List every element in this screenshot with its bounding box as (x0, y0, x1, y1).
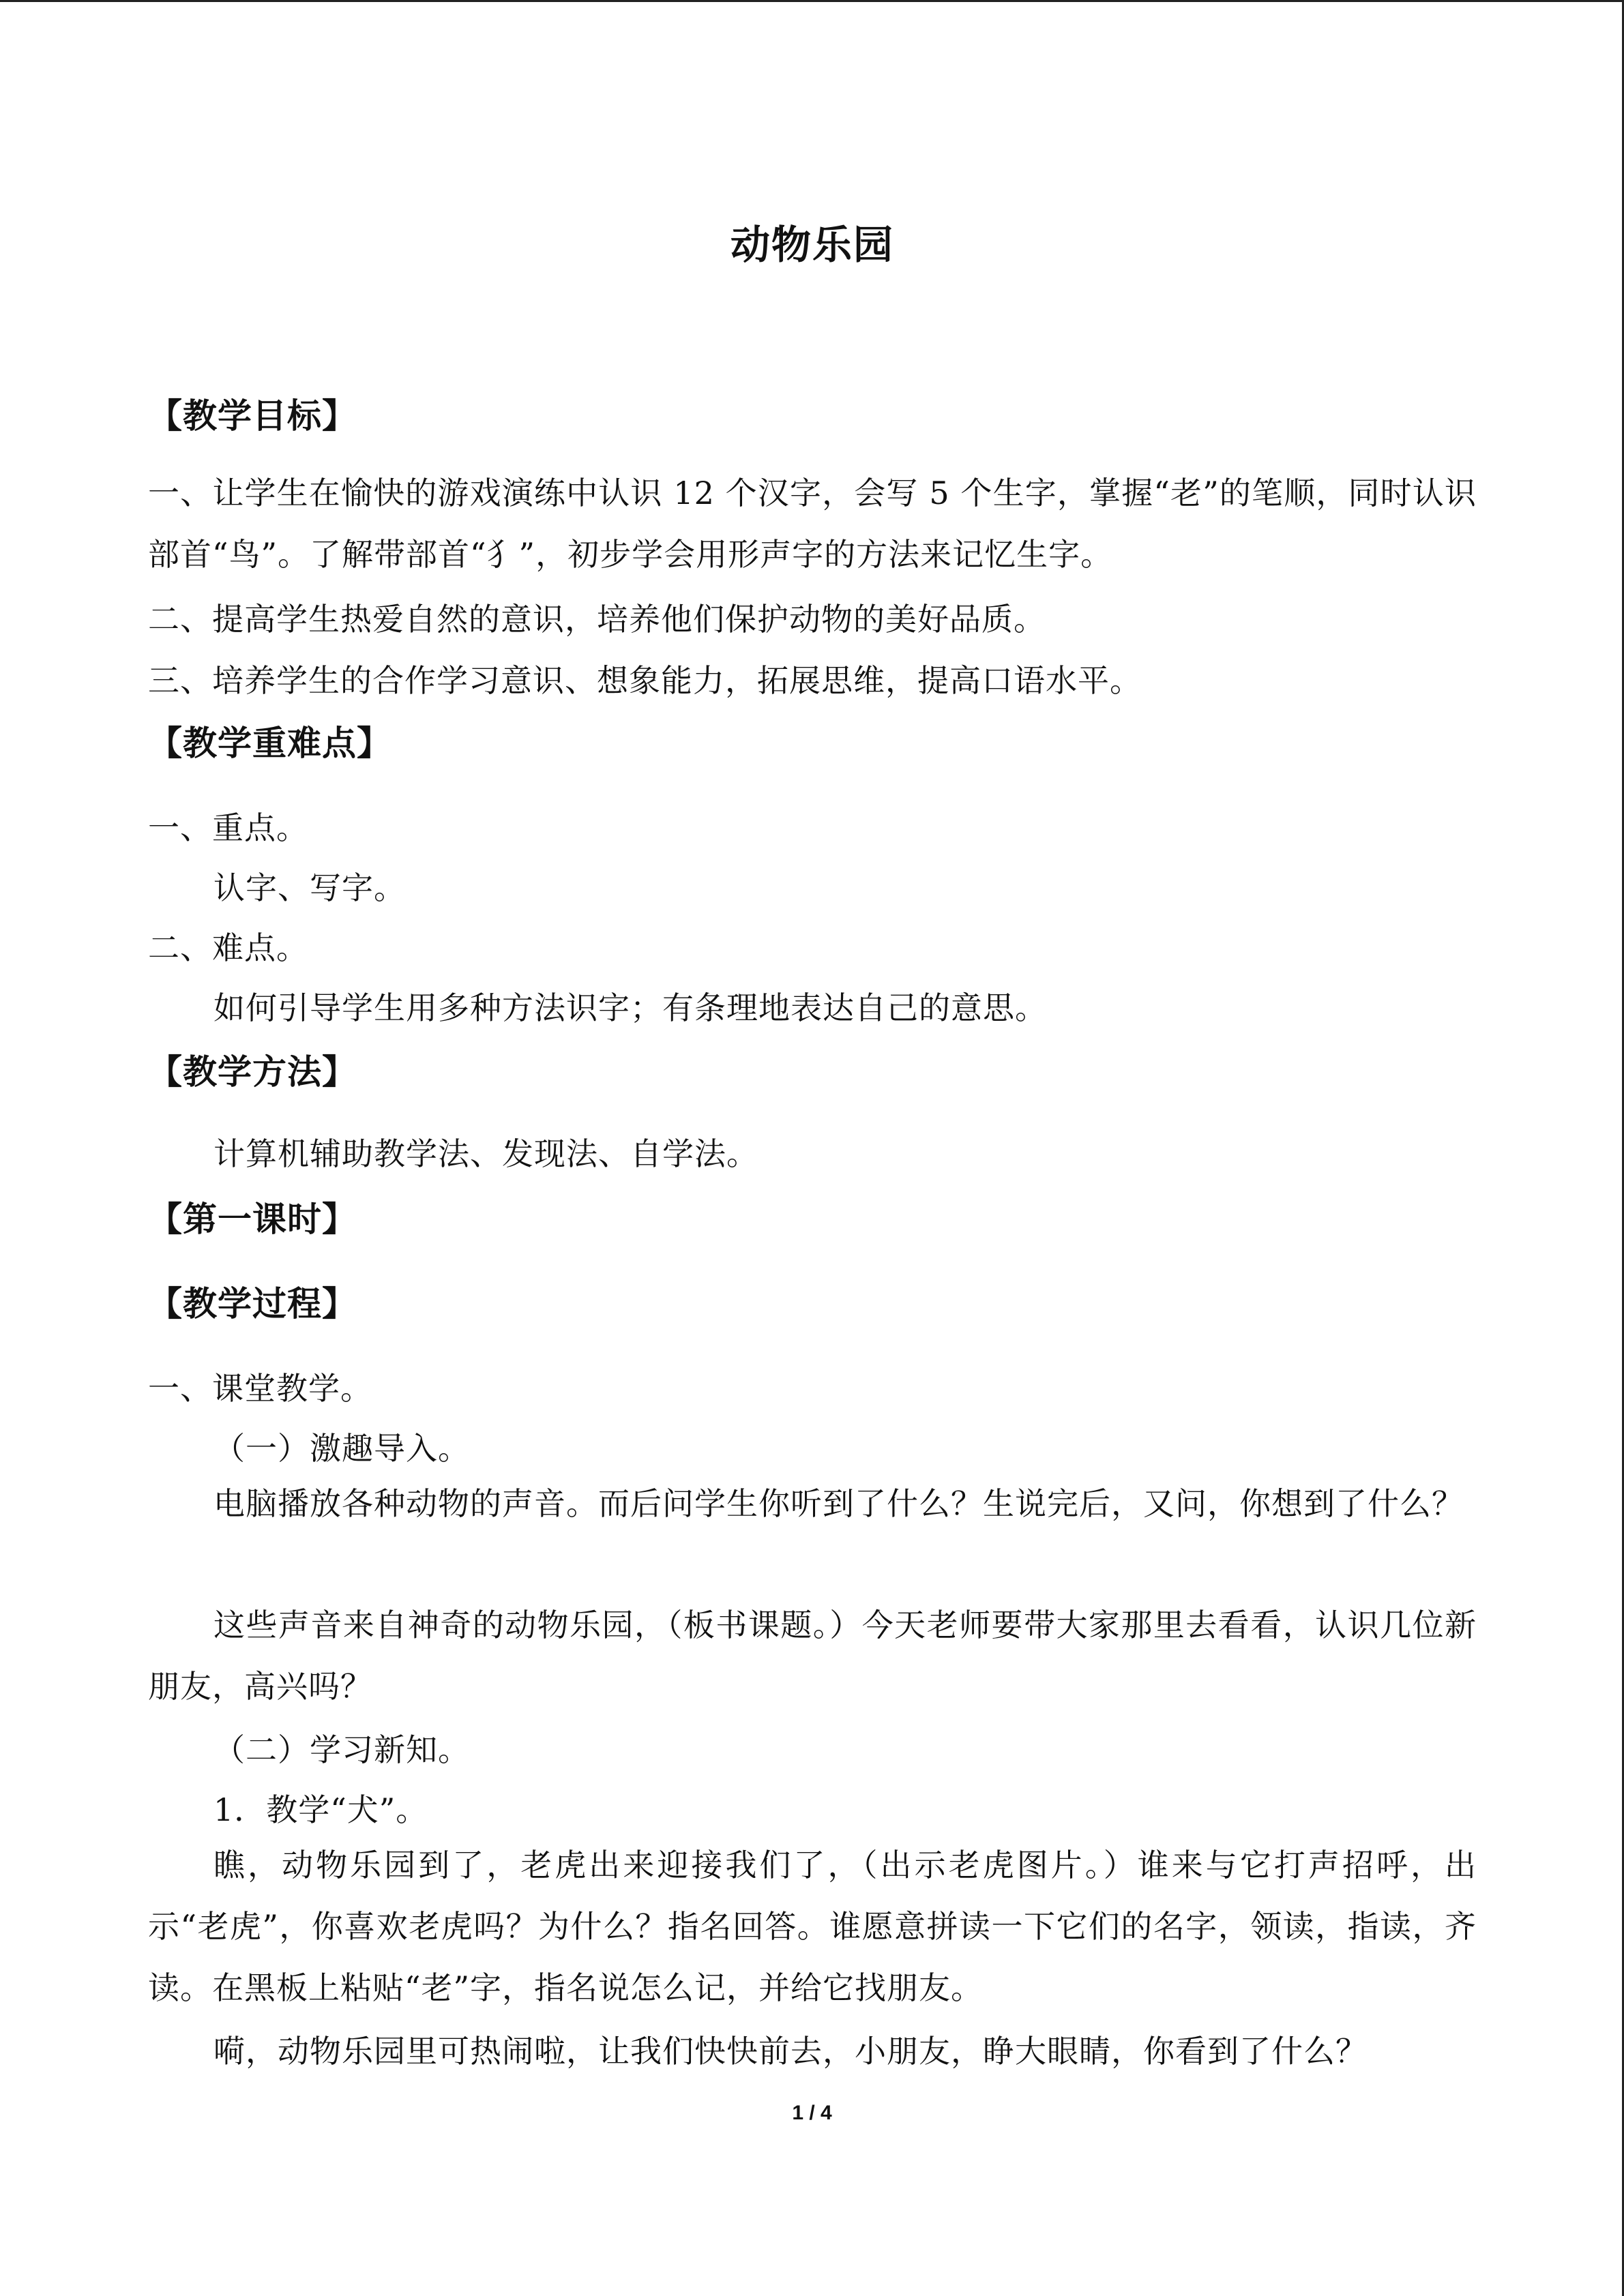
document-title: 动物乐园 (730, 222, 894, 268)
focus-label: 一、重点。 (148, 809, 308, 846)
process-paragraph-2: 这些声音来自神奇的动物乐园，（板书课题。）今天老师要带大家那里去看看，认识几位新朋友，高兴吗？ (148, 1607, 1477, 1705)
goal-item-2: 二、提高学生热爱自然的意识，培养他们保护动物的美好品质。 (148, 601, 1046, 638)
process-paragraph-3: 瞧，动物乐园到了，老虎出来迎接我们了，（出示老虎图片。）谁来与它打声招呼，出示“老虎”，你喜欢老虎吗？为什么？指名回答。谁愿意拼读一下它们的名字，领读，指读，齐读。在黑板上粘贴“老”字，指名说怎么记，并给它找朋友。 (148, 1847, 1477, 2006)
process-sub-2: （二）学习新知。 (213, 1731, 470, 1768)
heading-key-points: 【教学重难点】 (148, 724, 392, 763)
heading-process: 【教学过程】 (148, 1284, 357, 1324)
goal-item-1: 一、让学生在愉快的游戏演练中认识 12 个汉字，会写 5 个生字，掌握“老”的笔顺，同时认识部首“鸟”。了解带部首“犭”，初步学会用形声字的方法来记忆生字。 (148, 475, 1477, 573)
heading-methods: 【教学方法】 (148, 1052, 357, 1092)
page-number: 1 / 4 (792, 2102, 832, 2124)
page-border-top (0, 0, 1624, 2)
difficulty-text: 如何引导学生用多种方法识字；有条理地表达自己的意思。 (213, 989, 1047, 1026)
process-paragraph-1: 电脑播放各种动物的声音。而后问学生你听到了什么？生说完后，又问，你想到了什么？ (213, 1485, 1464, 1522)
heading-first-lesson: 【第一课时】 (148, 1199, 357, 1239)
heading-goals: 【教学目标】 (148, 396, 357, 436)
process-sub-1: （一）激趣导入。 (213, 1430, 470, 1467)
process-item-1: 1．教学“犬”。 (213, 1791, 428, 1828)
difficulty-label: 二、难点。 (148, 929, 308, 966)
process-paragraph-4: 嗬，动物乐园里可热闹啦，让我们快快前去，小朋友，睁大眼睛，你看到了什么？ (213, 2033, 1368, 2070)
process-part-1: 一、课堂教学。 (148, 1370, 372, 1407)
focus-text: 认字、写字。 (213, 869, 406, 906)
methods-text: 计算机辅助教学法、发现法、自学法。 (213, 1135, 758, 1172)
goal-item-3: 三、培养学生的合作学习意识、想象能力，拓展思维，提高口语水平。 (148, 662, 1142, 699)
